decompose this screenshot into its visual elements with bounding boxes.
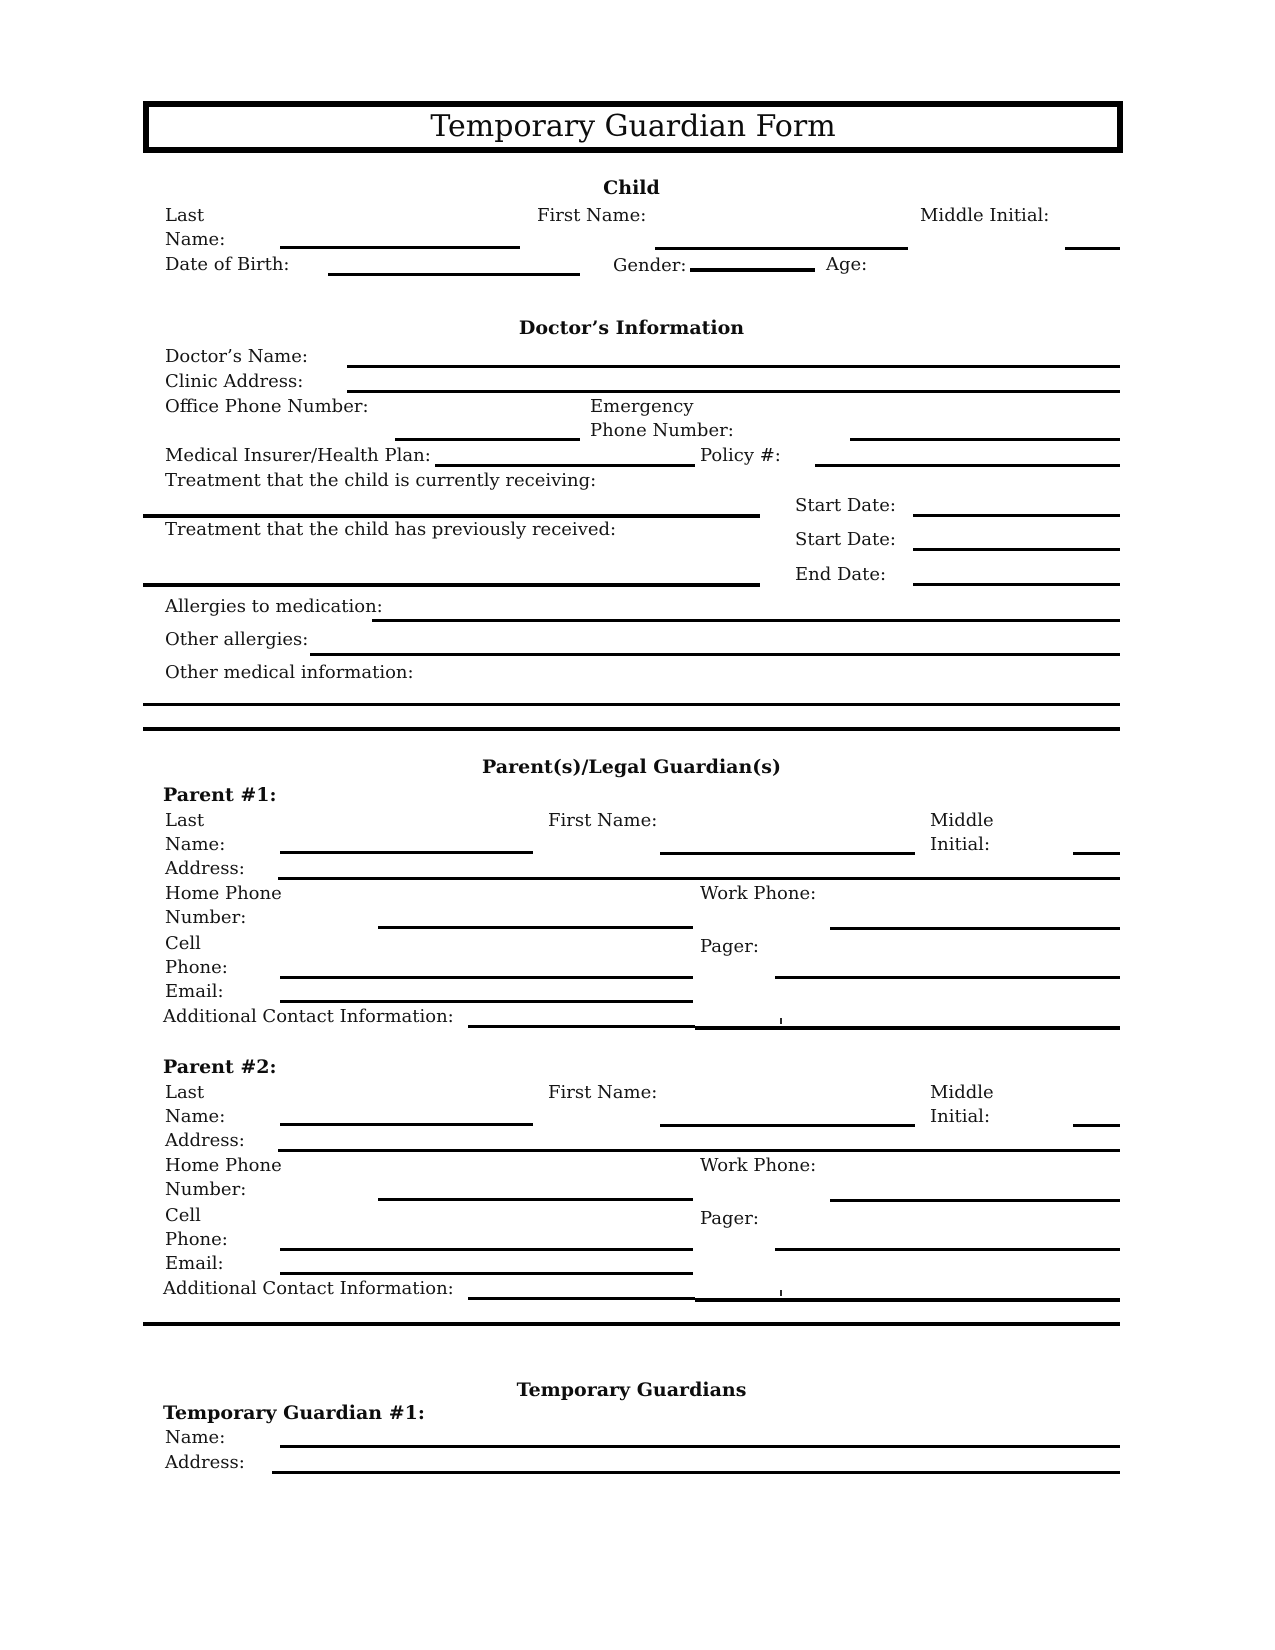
emergency-phone-label: Emergency Phone Number:	[590, 396, 734, 441]
parent2-email-label: Email:	[165, 1253, 224, 1274]
parent2-middle-initial-line[interactable]	[1073, 1124, 1120, 1127]
section-heading-child: Child	[603, 177, 660, 199]
insurer-line[interactable]	[435, 464, 695, 467]
parent1-home-phone-label: Home Phone Number:	[165, 883, 282, 928]
parent1-home-phone-line[interactable]	[378, 926, 693, 929]
office-phone-label: Office Phone Number:	[165, 396, 369, 417]
policy-label: Policy #:	[700, 445, 781, 466]
other-medical-label: Other medical information:	[165, 662, 414, 683]
parent1-first-name-line[interactable]	[660, 852, 915, 855]
parent1-cell-phone-label: Cell Phone:	[165, 933, 228, 978]
parent2-additional-line-right[interactable]	[695, 1298, 1120, 1302]
policy-line[interactable]	[815, 464, 1120, 467]
treatment-current-label: Treatment that the child is currently receiving:	[165, 470, 597, 491]
doctor-name-label: Doctor’s Name:	[165, 346, 308, 367]
start-date-2-line[interactable]	[913, 548, 1120, 551]
guardian1-address-line[interactable]	[272, 1471, 1120, 1474]
child-gender-line[interactable]	[690, 268, 815, 272]
parent1-last-name-label: Last Name:	[165, 810, 226, 855]
parent2-last-name-label: Last Name:	[165, 1082, 226, 1127]
parent2-middle-initial-label: Middle Initial:	[930, 1082, 994, 1127]
doctor-section-divider	[143, 727, 1120, 731]
start-date-1-label: Start Date:	[795, 495, 896, 516]
parent1-additional-line-right[interactable]	[695, 1026, 1120, 1030]
clinic-address-label: Clinic Address:	[165, 371, 304, 392]
start-date-1-line[interactable]	[913, 514, 1120, 517]
parent1-email-label: Email:	[165, 981, 224, 1002]
parent1-middle-initial-label: Middle Initial:	[930, 810, 994, 855]
stray-mark	[780, 1290, 782, 1296]
child-first-name-label: First Name:	[537, 205, 647, 226]
child-dob-label: Date of Birth:	[165, 254, 290, 275]
parent1-pager-label: Pager:	[700, 936, 759, 957]
child-middle-initial-line[interactable]	[1065, 247, 1120, 250]
child-middle-initial-label: Middle Initial:	[920, 205, 1050, 226]
emergency-phone-line[interactable]	[850, 438, 1120, 441]
parent1-last-name-line[interactable]	[280, 851, 533, 854]
parents-section-divider	[143, 1322, 1120, 1326]
parent2-home-phone-label: Home Phone Number:	[165, 1155, 282, 1200]
end-date-label: End Date:	[795, 564, 887, 585]
clinic-address-line[interactable]	[347, 390, 1120, 393]
parent1-heading: Parent #1:	[163, 784, 277, 806]
child-first-name-line[interactable]	[655, 247, 908, 250]
parent1-middle-initial-line[interactable]	[1073, 852, 1120, 855]
parent2-additional-label: Additional Contact Information:	[163, 1278, 454, 1299]
section-heading-parents: Parent(s)/Legal Guardian(s)	[482, 756, 781, 778]
child-gender-label: Gender:	[613, 255, 687, 276]
parent2-first-name-line[interactable]	[660, 1124, 915, 1127]
start-date-2-label: Start Date:	[795, 529, 896, 550]
treatment-previous-label: Treatment that the child has previously received:	[165, 519, 617, 540]
parent2-work-phone-line[interactable]	[830, 1199, 1120, 1202]
child-last-name-line[interactable]	[280, 246, 520, 249]
parent2-address-line[interactable]	[278, 1149, 1120, 1152]
parent2-heading: Parent #2:	[163, 1056, 277, 1078]
parent1-address-line[interactable]	[278, 877, 1120, 880]
insurer-label: Medical Insurer/Health Plan:	[165, 445, 431, 466]
parent1-additional-label: Additional Contact Information:	[163, 1006, 454, 1027]
parent2-first-name-label: First Name:	[548, 1082, 658, 1103]
guardian1-heading: Temporary Guardian #1:	[163, 1402, 425, 1424]
section-heading-doctor: Doctor’s Information	[518, 317, 745, 339]
parent2-additional-line[interactable]	[468, 1297, 695, 1300]
parent1-work-phone-line[interactable]	[830, 927, 1120, 930]
parent2-email-line[interactable]	[280, 1272, 693, 1275]
guardian1-name-line[interactable]	[280, 1445, 1120, 1448]
form-title-box	[143, 101, 1123, 153]
child-age-label: Age:	[826, 254, 868, 275]
parent2-pager-label: Pager:	[700, 1208, 759, 1229]
child-dob-line[interactable]	[328, 273, 580, 276]
doctor-name-line[interactable]	[347, 365, 1120, 368]
parent2-cell-phone-label: Cell Phone:	[165, 1205, 228, 1250]
parent2-home-phone-line[interactable]	[378, 1198, 693, 1201]
parent1-pager-line[interactable]	[775, 976, 1120, 979]
section-heading-guardians: Temporary Guardians	[516, 1379, 747, 1401]
guardian1-name-label: Name:	[165, 1427, 226, 1448]
parent2-address-label: Address:	[165, 1130, 245, 1151]
child-last-name-label: Last Name:	[165, 205, 226, 250]
other-allergies-line[interactable]	[310, 653, 1120, 656]
stray-mark	[780, 1018, 782, 1024]
parent1-email-line[interactable]	[280, 1000, 693, 1003]
parent1-additional-line[interactable]	[468, 1025, 695, 1028]
parent2-work-phone-label: Work Phone:	[700, 1155, 817, 1176]
guardian1-address-label: Address:	[165, 1452, 245, 1473]
allergies-medication-line[interactable]	[372, 619, 1120, 622]
other-medical-line[interactable]	[143, 703, 1120, 706]
parent1-cell-phone-line[interactable]	[280, 976, 693, 979]
parent2-last-name-line[interactable]	[280, 1123, 533, 1126]
parent2-pager-line[interactable]	[775, 1248, 1120, 1251]
form-title: Temporary Guardian Form	[430, 109, 836, 144]
treatment-previous-line[interactable]	[143, 583, 760, 587]
parent2-cell-phone-line[interactable]	[280, 1248, 693, 1251]
office-phone-line[interactable]	[395, 438, 580, 441]
allergies-medication-label: Allergies to medication:	[165, 596, 383, 617]
parent1-address-label: Address:	[165, 858, 245, 879]
parent1-work-phone-label: Work Phone:	[700, 883, 817, 904]
end-date-line[interactable]	[913, 583, 1120, 586]
other-allergies-label: Other allergies:	[165, 629, 309, 650]
parent1-first-name-label: First Name:	[548, 810, 658, 831]
